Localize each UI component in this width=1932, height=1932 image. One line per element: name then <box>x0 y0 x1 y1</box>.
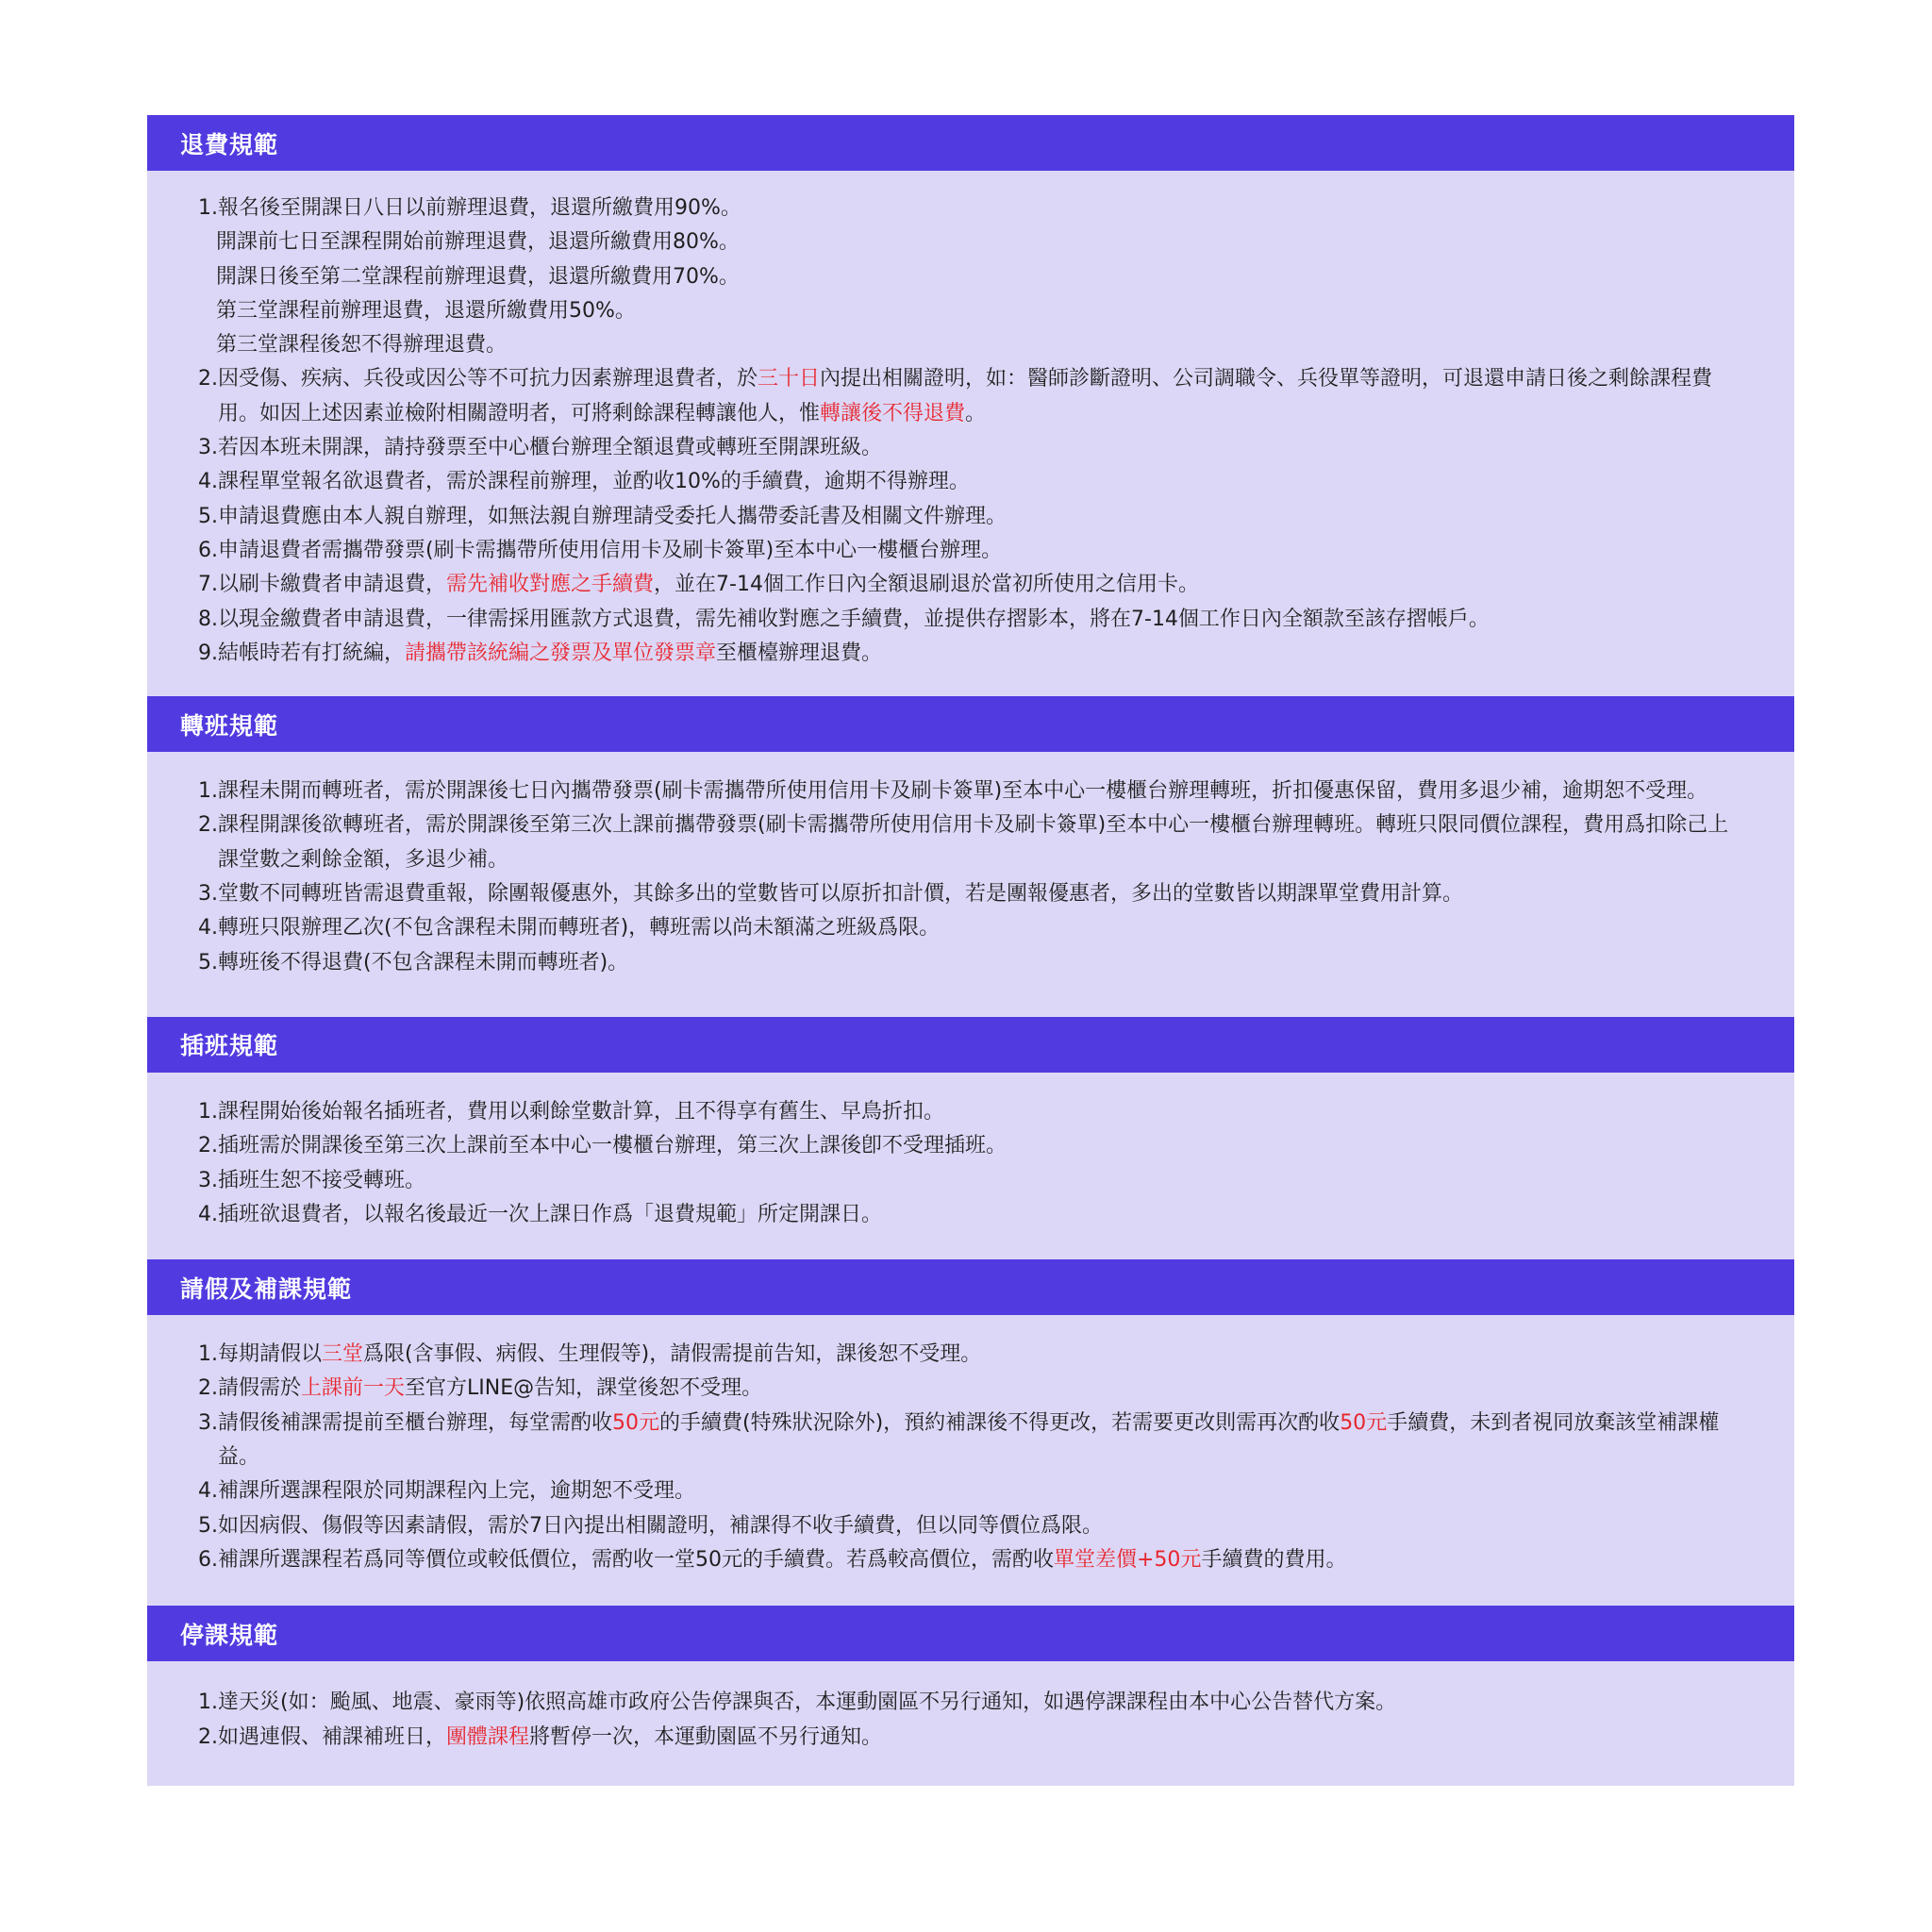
text-segment: 第三堂課程後恕不得辦理退費。 <box>216 333 508 358</box>
item-text <box>218 1372 1747 1406</box>
item-text <box>218 911 1747 945</box>
item-number: 5. <box>198 504 218 528</box>
section-title: 插班規範 <box>147 1017 1794 1073</box>
text-segment: 至櫃檯辦理退費。 <box>716 641 883 665</box>
item-number <box>198 225 216 259</box>
item-text <box>218 637 1747 671</box>
item-text <box>218 877 1747 911</box>
highlighted-text: 三堂 <box>322 1342 364 1367</box>
item-number: 1. <box>198 196 218 220</box>
policy-page <box>147 115 1794 1786</box>
list-item <box>198 294 1747 328</box>
list-item <box>198 603 1747 637</box>
section-body <box>147 1073 1794 1259</box>
item-text <box>218 500 1747 534</box>
highlighted-text: 三十日 <box>758 367 821 391</box>
item-text <box>218 1686 1747 1720</box>
text-segment: ，並在7-14個工作日內全額退刷退於當初所使用之信用卡。 <box>654 573 1199 597</box>
text-segment: 轉班只限辦理乙次(不包含課程未開而轉班者)，轉班需以尚未額滿之班級爲限。 <box>218 916 941 941</box>
item-text <box>218 192 1747 225</box>
text-segment: 報名後至開課日八日以前辦理退費，退還所繳費用90%。 <box>218 196 741 220</box>
text-segment: 以刷卡繳費者申請退費， <box>218 573 447 597</box>
highlighted-text: 需先補收對應之手續費 <box>446 573 655 597</box>
item-text <box>218 1338 1747 1372</box>
item-text <box>218 808 1747 877</box>
item-text <box>218 1721 1747 1755</box>
list-item <box>198 1338 1747 1372</box>
item-text <box>218 465 1747 499</box>
section-body <box>147 1661 1794 1786</box>
highlighted-text: 50元 <box>1340 1410 1388 1435</box>
list-item <box>198 808 1747 877</box>
section-body <box>147 171 1794 696</box>
item-number: 1. <box>198 779 218 804</box>
item-number: 3. <box>198 1410 218 1435</box>
list-item <box>198 1198 1747 1232</box>
item-number <box>198 294 216 328</box>
item-number <box>198 328 216 362</box>
list-item <box>198 465 1747 499</box>
text-segment: 申請退費者需攜帶發票(刷卡需攜帶所使用信用卡及刷卡簽單)至本中心一樓櫃台辦理。 <box>218 538 1003 562</box>
item-number: 2. <box>198 813 218 838</box>
item-number: 2. <box>198 1724 218 1749</box>
highlighted-text: 單堂差價+50元 <box>1054 1547 1202 1572</box>
text-segment: 插班生恕不接受轉班。 <box>218 1168 426 1192</box>
list-item <box>198 637 1747 671</box>
item-text <box>218 774 1747 808</box>
item-text <box>216 328 1747 362</box>
section-title: 轉班規範 <box>147 696 1794 752</box>
item-number: 4. <box>198 1479 218 1504</box>
list-item <box>198 568 1747 602</box>
item-number: 2. <box>198 1134 218 1158</box>
list-item <box>198 774 1747 808</box>
item-number <box>198 260 216 294</box>
item-text <box>216 225 1747 259</box>
text-segment: 開課日後至第二堂課程前辦理退費，退還所繳費用70%。 <box>216 264 740 289</box>
highlighted-text: 團體課程 <box>446 1724 530 1749</box>
list-item <box>198 362 1747 431</box>
list-item <box>198 1686 1747 1720</box>
section-body <box>147 1315 1794 1606</box>
item-text <box>218 1407 1747 1475</box>
text-segment: 內提出相關證明，如：醫師診斷證明、公司調職令、兵役單等證明，可退還申請日後之剩餘課程費用。如因上述因素並檢附相關證明者，可將剩餘課程轉讓他人，惟 <box>218 367 1713 425</box>
item-number: 5. <box>198 1513 218 1538</box>
text-segment: 。 <box>965 401 987 425</box>
item-text <box>218 1474 1747 1508</box>
item-text <box>218 1543 1747 1577</box>
text-segment: 請假後補課需提前至櫃台辦理，每堂需酌收 <box>218 1410 613 1435</box>
leave-makeup-policy-section <box>147 1259 1794 1606</box>
list-item <box>198 500 1747 534</box>
list-item <box>198 946 1747 980</box>
text-segment: 以現金繳費者申請退費，一律需採用匯款方式退費，需先補收對應之手續費，並提供存摺影本，將在7-14個工作日內全額款至該存摺帳戶。 <box>218 607 1490 631</box>
list-item <box>198 192 1747 225</box>
list-item <box>198 260 1747 294</box>
item-text <box>218 568 1747 602</box>
item-text <box>218 603 1747 637</box>
text-segment: 申請退費應由本人親自辦理，如無法親自辦理請受委托人攜帶委託書及相關文件辦理。 <box>218 504 1008 528</box>
text-segment: 將暫停一次，本運動園區不另行通知。 <box>529 1724 883 1749</box>
item-number: 1. <box>198 1099 218 1124</box>
item-number: 9. <box>198 641 218 665</box>
item-text <box>218 1164 1747 1198</box>
item-number: 8. <box>198 607 218 631</box>
list-item <box>198 1543 1747 1577</box>
text-segment: 插班需於開課後至第三次上課前至本中心一樓櫃台辦理，第三次上課後卽不受理插班。 <box>218 1134 1008 1158</box>
section-body <box>147 752 1794 1017</box>
item-number: 4. <box>198 470 218 494</box>
text-segment: 因受傷、疾病、兵役或因公等不可抗力因素辦理退費者，於 <box>218 367 758 391</box>
text-segment: 的手續費(特殊狀況除外)，預約補課後不得更改，若需要更改則需再次酌收 <box>659 1410 1341 1435</box>
refund-policy-section <box>147 115 1794 696</box>
text-segment: 至官方LINE@告知，課堂後恕不受理。 <box>405 1376 763 1401</box>
class-suspension-policy-section <box>147 1606 1794 1786</box>
item-text <box>218 1198 1747 1232</box>
item-text <box>216 294 1747 328</box>
list-item <box>198 1372 1747 1406</box>
item-number: 5. <box>198 950 218 974</box>
item-text <box>218 1129 1747 1163</box>
section-title: 停課規範 <box>147 1606 1794 1661</box>
highlighted-text: 50元 <box>612 1410 660 1435</box>
list-item <box>198 877 1747 911</box>
item-number: 1. <box>198 1690 218 1715</box>
text-segment: 第三堂課程前辦理退費，退還所繳費用50%。 <box>216 298 636 323</box>
item-number: 2. <box>198 367 218 391</box>
list-item <box>198 911 1747 945</box>
list-item <box>198 1095 1747 1129</box>
item-number: 7. <box>198 573 218 597</box>
highlighted-text: 上課前一天 <box>301 1376 406 1401</box>
text-segment: 補課所選課程若爲同等價位或較低價位，需酌收一堂50元的手續費。若爲較高價位，需酌收 <box>218 1547 1054 1572</box>
text-segment: 手續費的費用。 <box>1201 1547 1347 1572</box>
text-segment: 課程單堂報名欲退費者，需於課程前辦理，並酌收10%的手續費，逾期不得辦理。 <box>218 470 970 494</box>
section-title: 退費規範 <box>147 115 1794 171</box>
list-item <box>198 1129 1747 1163</box>
late-enrollment-policy-section <box>147 1017 1794 1259</box>
text-segment: 轉班後不得退費(不包含課程未開而轉班者)。 <box>218 950 629 974</box>
text-segment: 插班欲退費者，以報名後最近一次上課日作爲「退費規範」所定開課日。 <box>218 1202 883 1226</box>
item-number: 3. <box>198 436 218 460</box>
text-segment: 手續費，未到者視同放棄該堂補課權益。 <box>218 1410 1720 1470</box>
item-text <box>218 534 1747 568</box>
list-item <box>198 1721 1747 1755</box>
list-item <box>198 1474 1747 1508</box>
text-segment: 爲限(含事假、病假、生理假等)，請假需提前告知，課後恕不受理。 <box>363 1342 982 1367</box>
item-number: 3. <box>198 882 218 907</box>
list-item <box>198 1407 1747 1475</box>
item-text <box>218 946 1747 980</box>
list-item <box>198 225 1747 259</box>
item-number: 1. <box>198 1342 218 1367</box>
text-segment: 開課前七日至課程開始前辦理退費，退還所繳費用80%。 <box>216 230 740 255</box>
item-number: 4. <box>198 1202 218 1226</box>
list-item <box>198 534 1747 568</box>
item-number: 4. <box>198 916 218 941</box>
text-segment: 課程開課後欲轉班者，需於開課後至第三次上課前攜帶發票(刷卡需攜帶所使用信用卡及刷卡簽單)至本中心一樓櫃台辦理轉班。轉班只限同價位課程，費用爲扣除己上課堂數之剩餘金額，多退少補。 <box>218 813 1729 872</box>
section-title: 請假及補課規範 <box>147 1259 1794 1315</box>
highlighted-text: 請攜帶該統編之發票及單位發票章 <box>405 641 717 665</box>
text-segment: 課程開始後始報名插班者，費用以剩餘堂數計算，且不得享有舊生、早鳥折扣。 <box>218 1099 945 1124</box>
transfer-policy-section <box>147 696 1794 1017</box>
text-segment: 堂數不同轉班皆需退費重報，除團報優惠外，其餘多出的堂數皆可以原折扣計價，若是團報優惠者，多出的堂數皆以期課單堂費用計算。 <box>218 882 1464 907</box>
text-segment: 若因本班未開課，請持發票至中心櫃台辦理全額退費或轉班至開課班級。 <box>218 436 883 460</box>
text-segment: 補課所選課程限於同期課程內上完，逾期恕不受理。 <box>218 1479 696 1504</box>
text-segment: 如因病假、傷假等因素請假，需於7日內提出相關證明，補課得不收手續費，但以同等價位爲限。 <box>218 1513 1104 1538</box>
item-number: 2. <box>198 1376 218 1401</box>
list-item <box>198 1164 1747 1198</box>
highlighted-text: 轉讓後不得退費 <box>820 401 966 425</box>
item-number: 6. <box>198 538 218 562</box>
text-segment: 如遇連假、補課補班日， <box>218 1724 447 1749</box>
text-segment: 結帳時若有打統編， <box>218 641 406 665</box>
item-text <box>218 1095 1747 1129</box>
text-segment: 每期請假以 <box>218 1342 323 1367</box>
item-number: 3. <box>198 1168 218 1192</box>
item-text <box>216 260 1747 294</box>
item-text <box>218 431 1747 465</box>
list-item <box>198 431 1747 465</box>
text-segment: 課程未開而轉班者，需於開課後七日內攜帶發票(刷卡需攜帶所使用信用卡及刷卡簽單)至本中心一樓櫃台辦理轉班，折扣優惠保留，費用多退少補，逾期恕不受理。 <box>218 779 1708 804</box>
item-text <box>218 1509 1747 1543</box>
item-number: 6. <box>198 1547 218 1572</box>
item-text <box>218 362 1747 431</box>
list-item <box>198 328 1747 362</box>
list-item <box>198 1509 1747 1543</box>
text-segment: 達天災(如：颱風、地震、豪雨等)依照高雄市政府公告停課與否，本運動園區不另行通知，如遇停課課程由本中心公告替代方案。 <box>218 1690 1397 1715</box>
text-segment: 請假需於 <box>218 1376 302 1401</box>
